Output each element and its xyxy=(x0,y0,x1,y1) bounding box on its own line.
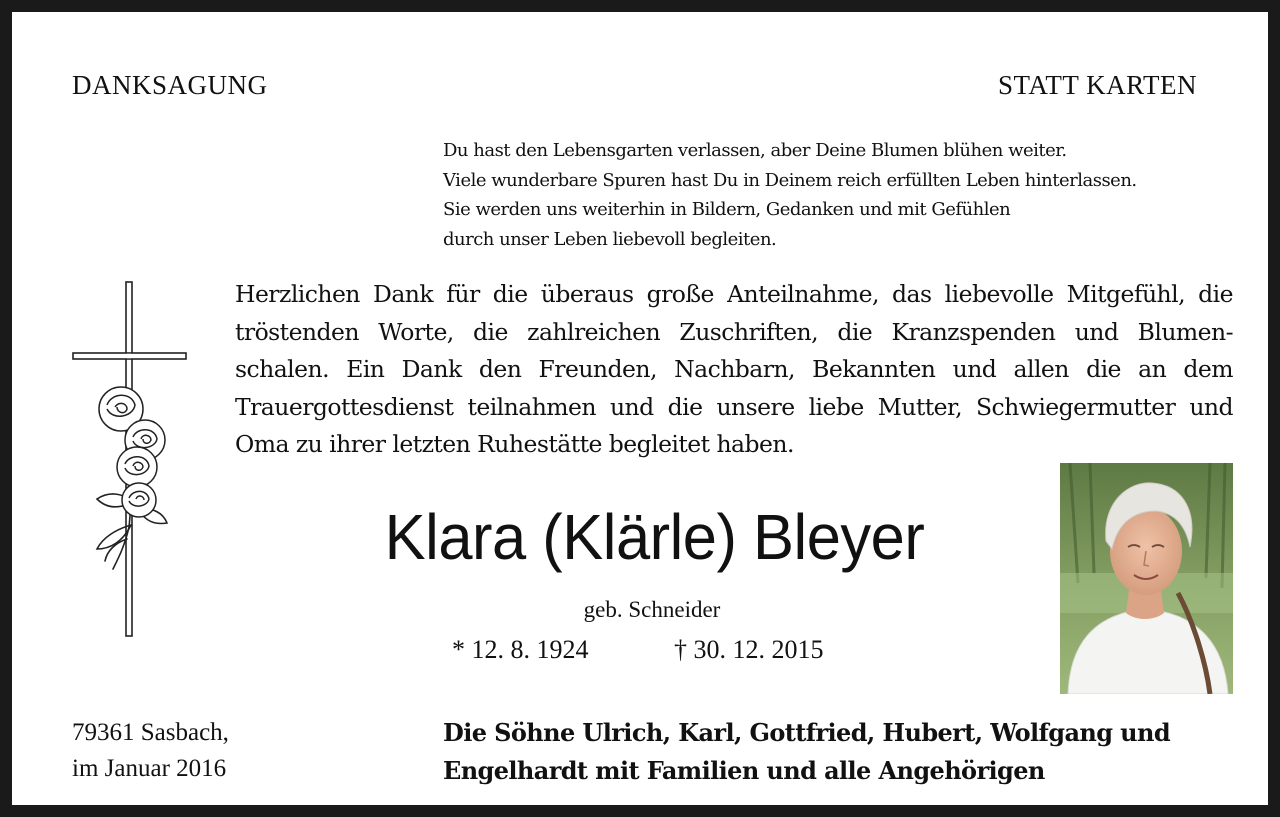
signers-line: Engelhardt mit Familien und alle Angehörigen xyxy=(443,756,1045,785)
header-danksagung: DANKSAGUNG xyxy=(72,70,268,100)
place-and-date xyxy=(72,715,229,787)
thanks-paragraph xyxy=(235,276,1233,464)
thanks-line: tröstenden Worte, die zahlreichen Zuschriften, die Kranzspenden und Blumen- xyxy=(235,317,1233,346)
deceased-name: Klara (Klärle) Bleyer xyxy=(384,501,925,573)
poem xyxy=(443,136,1243,254)
birth-date: * 12. 8. 1924 xyxy=(452,635,589,664)
poem-line: Sie werden uns weiterhin in Bildern, Gedanken und mit Gefühlen xyxy=(443,199,1011,220)
death-date: † 30. 12. 2015 xyxy=(674,635,824,664)
thanks-line: Oma zu ihrer letzten Ruhestätte begleitet haben. xyxy=(235,430,794,458)
header-statt-karten: STATT KARTEN xyxy=(998,70,1197,100)
signers-line: Die Söhne Ulrich, Karl, Gottfried, Hubert, Wolfgang und xyxy=(443,718,1171,747)
poem-line: Du hast den Lebensgarten verlassen, aber Deine Blumen blühen weiter. xyxy=(443,140,1067,161)
date-line: im Januar 2016 xyxy=(72,755,227,782)
cross-with-roses-icon xyxy=(67,277,192,646)
birth-name: geb. Schneider xyxy=(583,597,721,622)
thanks-line: Herzlichen Dank für die überaus große Anteilnahme, das liebevolle Mitgefühl, die xyxy=(235,280,1233,308)
thanks-line: schalen. Ein Dank den Freunden, Nachbarn, Bekannten und allen die an dem xyxy=(235,355,1233,383)
place-line: 79361 Sasbach, xyxy=(72,719,229,746)
portrait-photo xyxy=(1060,463,1233,694)
signers xyxy=(443,714,1170,790)
poem-line: durch unser Leben liebevoll begleiten. xyxy=(443,228,777,250)
thanks-line: Trauergottesdienst teilnahmen und die unsere liebe Mutter, Schwiegermutter und xyxy=(235,392,1233,421)
poem-line: Viele wunderbare Spuren hast Du in Deinem reich erfüllten Leben hinterlassen. xyxy=(443,169,1137,191)
